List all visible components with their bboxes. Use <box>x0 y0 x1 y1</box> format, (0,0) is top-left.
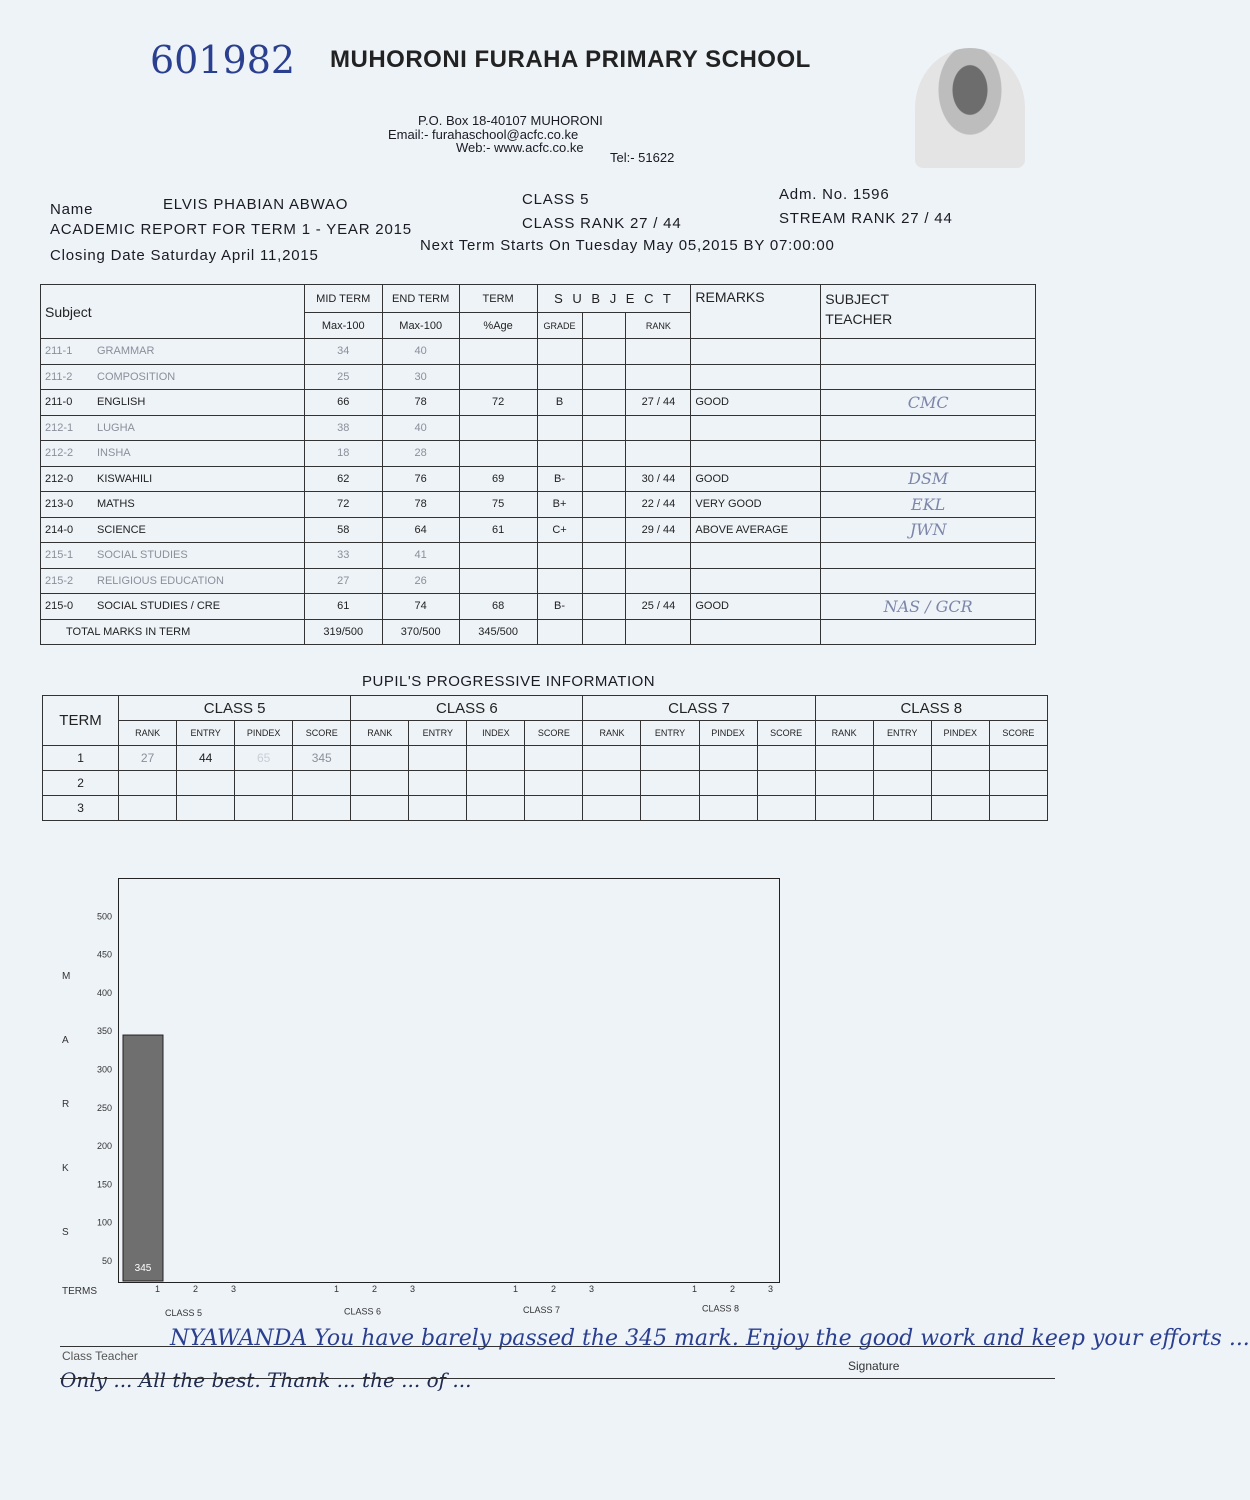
class-rank: CLASS RANK 27 / 44 <box>522 215 682 232</box>
grade-value: B+ <box>537 492 582 518</box>
term-col-header: TERM <box>43 696 119 746</box>
class-teacher-comment-2: Only ... All the best. Thank ... the ... of ... <box>60 1368 472 1392</box>
x-tick-term: 1 <box>513 1284 519 1294</box>
class-group-label: CLASS 8 <box>702 1303 740 1314</box>
class5-term1-score: 345 <box>293 746 351 771</box>
comment-line-1 <box>60 1346 1055 1347</box>
grade-value: B- <box>537 594 582 620</box>
signature-label: Signature <box>848 1359 900 1373</box>
y-axis-letter: S <box>62 1227 69 1238</box>
endterm-mark: 78 <box>382 492 459 518</box>
grade-value: B <box>537 390 582 416</box>
term-percent: %Age <box>459 313 537 339</box>
y-tick-label: 200 <box>96 1141 112 1152</box>
subject-header: Subject <box>41 285 305 339</box>
school-name: MUHORONI FURAHA PRIMARY SCHOOL <box>330 46 811 73</box>
next-term: Next Term Starts On Tuesday May 05,2015 BY 07:00:00 <box>420 237 835 254</box>
endterm-mark: 64 <box>382 517 459 543</box>
remarks-header: REMARKS <box>691 285 821 339</box>
rank-header: RANK <box>626 313 691 339</box>
subject-name: 215-0 SOCIAL STUDIES / CRE <box>41 594 305 620</box>
endterm-mark: 40 <box>382 339 459 365</box>
x-tick-term: 2 <box>372 1284 378 1294</box>
progress-subheader: PINDEX <box>699 721 757 746</box>
midterm-mark: 62 <box>304 466 382 492</box>
endterm-max: Max-100 <box>382 313 459 339</box>
progress-subheader: SCORE <box>989 721 1047 746</box>
term-percent-value: 75 <box>459 492 537 518</box>
subject-teacher-header-line1: SUBJECT <box>825 291 890 307</box>
y-tick-label: 450 <box>96 949 112 960</box>
remark-value: GOOD <box>691 390 821 416</box>
total-label: TOTAL MARKS IN TERM <box>41 619 305 645</box>
x-tick-term: 3 <box>768 1284 774 1294</box>
x-tick-term: 2 <box>730 1284 736 1294</box>
class-group-label: CLASS 6 <box>344 1306 382 1317</box>
endterm-mark: 78 <box>382 390 459 416</box>
y-tick-label: 300 <box>96 1064 112 1075</box>
teacher-initials: NAS / GCR <box>821 594 1036 620</box>
endterm-mark: 28 <box>382 441 459 467</box>
midterm-mark: 66 <box>304 390 382 416</box>
x-tick-term: 3 <box>231 1284 237 1294</box>
progress-subheader: RANK <box>583 721 641 746</box>
midterm-mark: 25 <box>304 364 382 390</box>
rank-value: 22 / 44 <box>626 492 691 518</box>
closing-date: Closing Date Saturday April 11,2015 <box>50 247 319 264</box>
remark-value: GOOD <box>691 594 821 620</box>
rank-value: 25 / 44 <box>626 594 691 620</box>
grade-value: B- <box>537 466 582 492</box>
progress-class7: CLASS 7 <box>583 696 815 721</box>
progress-subheader: ENTRY <box>409 721 467 746</box>
subject-name: 212-2 INSHA <box>41 441 305 467</box>
y-tick-label: 500 <box>96 911 112 922</box>
report-title: ACADEMIC REPORT FOR TERM 1 - YEAR 2015 <box>50 221 412 238</box>
x-tick-term: 1 <box>334 1284 340 1294</box>
progress-subheader: RANK <box>815 721 873 746</box>
progress-subheader: ENTRY <box>177 721 235 746</box>
school-web: Web:- www.acfc.co.ke <box>456 140 584 155</box>
remark-value: GOOD <box>691 466 821 492</box>
endterm-mark: 40 <box>382 415 459 441</box>
x-tick-term: 1 <box>155 1284 161 1294</box>
subject-name: 213-0 MATHS <box>41 492 305 518</box>
school-address: P.O. Box 18-40107 MUHORONI <box>418 113 603 128</box>
class-teacher-label: Class Teacher <box>62 1349 138 1363</box>
endterm-mark: 74 <box>382 594 459 620</box>
y-tick-label: 100 <box>96 1217 112 1228</box>
class5-term1-entry: 44 <box>177 746 235 771</box>
progress-class5: CLASS 5 <box>119 696 351 721</box>
progress-title: PUPIL'S PROGRESSIVE INFORMATION <box>362 673 656 690</box>
term-percent-value: 68 <box>459 594 537 620</box>
bar <box>123 1035 163 1281</box>
midterm-header: MID TERM <box>304 285 382 313</box>
progress-class6: CLASS 6 <box>351 696 583 721</box>
class5-term1-pindex: 65 <box>235 746 293 771</box>
y-axis-letter: A <box>62 1035 69 1046</box>
grade-value: C+ <box>537 517 582 543</box>
total-midterm: 319/500 <box>304 619 382 645</box>
progress-subheader: SCORE <box>757 721 815 746</box>
y-tick-label: 350 <box>96 1026 112 1037</box>
teacher-initials: EKL <box>821 492 1036 518</box>
x-tick-term: 1 <box>692 1284 698 1294</box>
progress-subheader: PINDEX <box>931 721 989 746</box>
y-tick-label: 150 <box>96 1179 112 1190</box>
teacher-initials: CMC <box>821 390 1036 416</box>
comment-line-2 <box>60 1378 1055 1379</box>
y-axis-letter: M <box>62 971 71 982</box>
midterm-mark: 18 <box>304 441 382 467</box>
remark-value: ABOVE AVERAGE <box>691 517 821 543</box>
endterm-mark: 41 <box>382 543 459 569</box>
rank-value: 29 / 44 <box>626 517 691 543</box>
serial-number: 601982 <box>150 38 296 82</box>
teacher-initials: JWN <box>821 517 1036 543</box>
subject-group-header: S U B J E C T <box>537 285 691 313</box>
rank-value: 30 / 44 <box>626 466 691 492</box>
y-axis-letter: K <box>62 1163 69 1174</box>
midterm-mark: 38 <box>304 415 382 441</box>
term-percent-value: 72 <box>459 390 537 416</box>
endterm-mark: 76 <box>382 466 459 492</box>
progress-subheader: INDEX <box>467 721 525 746</box>
midterm-mark: 33 <box>304 543 382 569</box>
midterm-mark: 61 <box>304 594 382 620</box>
midterm-mark: 72 <box>304 492 382 518</box>
progress-subheader: RANK <box>351 721 409 746</box>
subject-name: 215-1 SOCIAL STUDIES <box>41 543 305 569</box>
stream-rank: STREAM RANK 27 / 44 <box>779 210 953 227</box>
subject-name: 212-1 LUGHA <box>41 415 305 441</box>
school-email: Email:- furahaschool@acfc.co.ke <box>388 127 579 142</box>
admission-number: Adm. No. 1596 <box>779 186 890 203</box>
x-tick-term: 2 <box>551 1284 557 1294</box>
subject-name: 211-2 COMPOSITION <box>41 364 305 390</box>
total-endterm: 370/500 <box>382 619 459 645</box>
progress-subheader: RANK <box>119 721 177 746</box>
teacher-initials: DSM <box>821 466 1036 492</box>
progress-class8: CLASS 8 <box>815 696 1047 721</box>
subject-name: 215-2 RELIGIOUS EDUCATION <box>41 568 305 594</box>
remark-value: VERY GOOD <box>691 492 821 518</box>
midterm-mark: 58 <box>304 517 382 543</box>
x-tick-term: 3 <box>410 1284 416 1294</box>
endterm-header: END TERM <box>382 285 459 313</box>
progress-subheader: ENTRY <box>641 721 699 746</box>
subject-name: 212-0 KISWAHILI <box>41 466 305 492</box>
y-tick-label: 250 <box>96 1102 112 1113</box>
progress-subheader: ENTRY <box>873 721 931 746</box>
subject-name: 214-0 SCIENCE <box>41 517 305 543</box>
x-tick-term: 2 <box>193 1284 199 1294</box>
term-2-label: 2 <box>43 771 119 796</box>
class-teacher-comment: NYAWANDA You have barely passed the 345 mark. Enjoy the good work and keep your efforts ... <box>170 1326 1250 1351</box>
y-axis-letter: R <box>62 1099 70 1110</box>
student-name: ELVIS PHABIAN ABWAO <box>163 196 349 213</box>
progress-subheader: PINDEX <box>235 721 293 746</box>
midterm-mark: 34 <box>304 339 382 365</box>
term-1-label: 1 <box>43 746 119 771</box>
subject-name: 211-0 ENGLISH <box>41 390 305 416</box>
class5-term1-rank: 27 <box>119 746 177 771</box>
name-label: Name <box>50 201 94 218</box>
total-term: 345/500 <box>459 619 537 645</box>
class-label: CLASS 5 <box>522 191 590 208</box>
subject-name: 211-1 GRAMMAR <box>41 339 305 365</box>
x-axis-label: TERMS <box>62 1286 97 1297</box>
bar-value-label: 345 <box>134 1263 152 1274</box>
term-percent-value: 69 <box>459 466 537 492</box>
y-tick-label: 400 <box>96 987 112 998</box>
progress-subheader: SCORE <box>293 721 351 746</box>
grade-header: GRADE <box>537 313 582 339</box>
term-percent-value: 61 <box>459 517 537 543</box>
endterm-mark: 26 <box>382 568 459 594</box>
y-tick-label: 50 <box>101 1256 112 1266</box>
class-group-label: CLASS 5 <box>165 1308 203 1318</box>
x-tick-term: 3 <box>589 1284 595 1294</box>
progress-subheader: SCORE <box>525 721 583 746</box>
term-header: TERM <box>459 285 537 313</box>
class-group-label: CLASS 7 <box>523 1305 561 1315</box>
midterm-mark: 27 <box>304 568 382 594</box>
endterm-mark: 30 <box>382 364 459 390</box>
midterm-max: Max-100 <box>304 313 382 339</box>
school-tel: Tel:- 51622 <box>610 150 675 165</box>
term-3-label: 3 <box>43 796 119 821</box>
rank-value: 27 / 44 <box>626 390 691 416</box>
subject-teacher-header-line2: TEACHER <box>825 311 893 327</box>
